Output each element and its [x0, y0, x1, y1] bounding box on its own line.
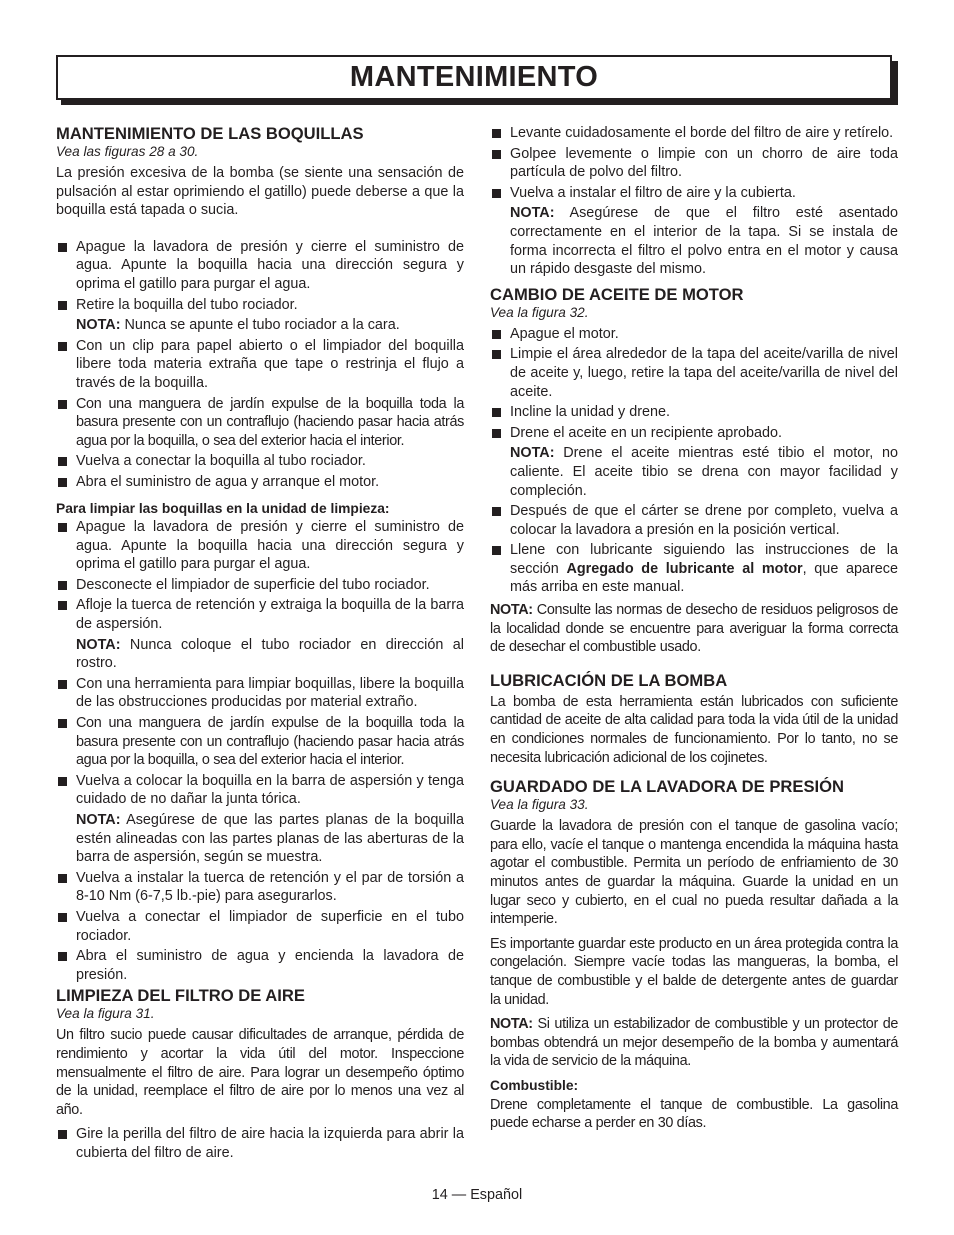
list-item-text: Vuelva a instalar el filtro de aire y la cubierta. — [510, 184, 796, 201]
note — [56, 811, 464, 867]
list-item — [56, 1125, 464, 1162]
note-label: NOTA: — [510, 205, 555, 222]
paragraph: Es importante guardar este producto en un área protegida contra la congelación. Siempre vacíe todas las mangueras, la bomba, el tanque de combustible y el balde de detergente antes de guardar la unidad. — [490, 935, 898, 1008]
list-item — [490, 145, 898, 182]
square-bullet-icon — [492, 350, 501, 359]
figure-reference: Vea la figura 31. — [56, 1006, 155, 1022]
section-heading-air-filter: LIMPIEZA DEL FILTRO DE AIRE — [56, 986, 305, 1006]
list-item-text: Abra el suministro de agua y encienda la lavadora de presión. — [76, 948, 464, 983]
spacer — [56, 226, 464, 238]
list-item — [490, 184, 898, 203]
paragraph: Un filtro sucio puede causar dificultades de arranque, pérdida de rendimiento y acortar la vida útil del motor. Inspeccione mensualmente el filtro de aire. Para lograr un desempeño óptimo de la unidad, reemplace el filtro de aire por lo menos una vez al año. — [56, 1027, 464, 1118]
note-text: Drene el aceite mientras esté tibio el motor, no caliente. El aceite tibio se drena con mayor facilidad y compleción. — [510, 445, 898, 499]
square-bullet-icon — [58, 874, 67, 883]
square-bullet-icon — [58, 913, 67, 922]
list-item-text: Con una herramienta para limpiar boquillas, libere la boquilla de las obstrucciones producidas por material extraño. — [76, 675, 464, 711]
note-label: NOTA: — [510, 445, 555, 462]
list-item — [56, 452, 464, 471]
bullet-list — [56, 1125, 464, 1162]
note-text: Nunca coloque el tubo rociador en dirección al rostro. — [76, 636, 464, 672]
square-bullet-icon — [58, 400, 67, 409]
list-item — [56, 947, 464, 984]
figure-reference: Vea las figuras 28 a 30. — [56, 144, 199, 159]
page-footer: 14 — Español — [431, 1187, 523, 1203]
square-bullet-icon — [58, 457, 67, 466]
list-item-text: Llene con lubricante siguiendo las instrucciones de la sección — [510, 542, 898, 577]
list-item-text: Afloje la tuerca de retención y extraiga la boquilla de la barra de aspersión. — [76, 597, 464, 633]
subheading: Para limpiar las boquillas en la unidad de limpieza: — [56, 500, 390, 516]
list-item — [56, 596, 464, 633]
note-text: Asegúrese de que el filtro esté asentado correctamente en el interior de la tapa. Si se instala de forma incorrecta el filtro el polvo entra en el motor y causa un rápido desgaste del mismo. — [510, 205, 898, 278]
note-text: Nunca se apunte el tubo rociador a la cara. — [120, 317, 400, 334]
bullet-list — [490, 325, 898, 443]
square-bullet-icon — [58, 478, 67, 487]
list-item — [490, 124, 898, 143]
list-item — [490, 403, 898, 422]
section-heading-storage: GUARDADO DE LA LAVADORA DE PRESIÓN — [490, 777, 845, 797]
section-heading-oil-change: CAMBIO DE ACEITE DE MOTOR — [490, 284, 744, 304]
list-item-text: Golpee levemente o limpie con un chorro de aire toda partícula de polvo del filtro. — [510, 145, 898, 181]
list-item-text: Limpie el área alrededor de la tapa del aceite/varilla de nivel de aceite y, luego, retire la tapa del aceite/varilla de nivel del aceite. — [510, 346, 898, 400]
list-item — [56, 296, 464, 315]
square-bullet-icon — [58, 777, 67, 786]
spacer — [490, 663, 898, 671]
cross-reference: Agregado de lubricante al motor — [566, 560, 803, 577]
list-item-text: Apague la lavadora de presión y cierre el suministro de agua. Apunte la boquilla hacia una dirección segura y oprima el gatillo para purgar el agua. — [76, 519, 464, 573]
square-bullet-icon — [58, 1130, 67, 1139]
bullet-list — [490, 502, 898, 597]
list-item — [56, 869, 464, 906]
figure-reference: Vea la figura 32. — [490, 304, 589, 320]
list-item — [56, 395, 464, 451]
note-text: Si utiliza un estabilizador de combustible y un protector de bombas obtendrá un mejor desempeño de la bomba y aumentará la vida de servicio de la máquina. — [490, 1016, 898, 1070]
square-bullet-icon — [58, 342, 67, 351]
list-item-text: Gire la perilla del filtro de aire hacia la izquierda para abrir la cubierta del filtro de aire. — [76, 1126, 464, 1161]
note — [490, 204, 898, 278]
list-item — [490, 325, 898, 344]
note — [490, 444, 898, 500]
note — [490, 601, 898, 657]
list-item-text: , que aparece más arriba en este manual. — [510, 560, 898, 596]
list-item-text: Retire la boquilla del tubo rociador. — [76, 296, 298, 313]
list-item-text: Con una manguera de jardín expulse de la boquilla toda la basura presente con un contraflujo (haciendo pasar hacia atrás agua por la boquilla, o sea del exterior hacia el interior. — [76, 715, 464, 769]
list-item — [490, 502, 898, 539]
list-item — [56, 772, 464, 809]
square-bullet-icon — [58, 243, 67, 252]
list-item-text: Vuelva a conectar el limpiador de superficie en el tubo rociador. — [76, 908, 464, 944]
list-item — [490, 424, 898, 443]
list-item — [490, 345, 898, 401]
list-item — [490, 541, 898, 597]
list-item-text: Con un clip para papel abierto o el limpiador del boquilla libere toda materia extraña que tape o restrinja el flujo a través de la boquilla. — [76, 337, 464, 391]
page-title-banner — [56, 55, 898, 105]
square-bullet-icon — [492, 507, 501, 516]
note — [56, 316, 464, 335]
left-column — [56, 124, 464, 1165]
note-text: Asegúrese de que las partes planas de la boquilla estén alineadas con las partes planas de las aberturas de la barra de aspersión, según se muestra. — [76, 812, 464, 866]
note-text: Consulte las normas de desecho de residuos peligrosos de la localidad donde se encuentre para averiguar la forma correcta de desechar el combustible usado. — [490, 602, 898, 656]
figure-reference: Vea la figura 33. — [490, 797, 589, 813]
bullet-list — [56, 869, 464, 985]
note-label: NOTA: — [490, 1016, 533, 1033]
list-item — [56, 518, 464, 574]
right-column — [490, 124, 898, 1139]
list-item-text: Apague la lavadora de presión y cierre el suministro de agua. Apunte la boquilla hacia una dirección segura y oprima el gatillo para purgar el agua. — [76, 238, 464, 292]
list-item-text: Vuelva a conectar la boquilla al tubo rociador. — [76, 453, 366, 470]
bullet-list — [56, 675, 464, 809]
square-bullet-icon — [58, 301, 67, 310]
square-bullet-icon — [492, 150, 501, 159]
list-item — [56, 576, 464, 595]
list-item — [56, 908, 464, 945]
list-item — [56, 337, 464, 393]
section-heading-nozzle-maintenance: MANTENIMIENTO DE LAS BOQUILLAS — [56, 124, 364, 143]
paragraph: Drene completamente el tanque de combustible. La gasolina puede echarse a perder en 30 días. — [490, 1096, 898, 1132]
square-bullet-icon — [492, 129, 501, 138]
list-item-text: Apague el motor. — [510, 325, 619, 342]
list-item — [56, 714, 464, 770]
bullet-list — [56, 238, 464, 314]
square-bullet-icon — [492, 408, 501, 417]
section-heading-pump-lubrication: LUBRICACIÓN DE LA BOMBA — [490, 670, 728, 690]
list-item-text: Incline la unidad y drene. — [510, 404, 671, 421]
list-item-text: Vuelva a colocar la boquilla en la barra de aspersión y tenga cuidado de no dañar la junta tórica. — [76, 772, 464, 808]
paragraph: Guarde la lavadora de presión con el tanque de gasolina vacío; para ello, vacíe el tanque o mantenga encendida la máquina hasta agotar el combustible. Permita un período de enfriamiento de 30 minutos antes de guardar la máquina. Guarde la unidad en un lugar seco y cubierto, en el cual no pueda resultar dañada a la intemperie. — [490, 818, 898, 928]
note-label: NOTA: — [76, 636, 121, 653]
note-label: NOTA: — [76, 812, 121, 828]
square-bullet-icon — [58, 952, 67, 961]
list-item-text: Drene el aceite en un recipiente aprobado. — [510, 424, 783, 441]
bullet-list — [490, 124, 898, 202]
note — [490, 1015, 898, 1071]
bullet-list — [56, 337, 464, 492]
square-bullet-icon — [58, 523, 67, 532]
list-item — [56, 675, 464, 712]
list-item-text: Levante cuidadosamente el borde del filtro de aire y retírelo. — [510, 125, 894, 141]
paragraph: La bomba de esta herramienta están lubricados con suficiente cantidad de aceite de alta calidad para toda la vida útil de la unidad en condiciones normales de funcionamiento. Por lo tanto, no se necesita lubricación adicional de los cojinetes. — [490, 693, 898, 766]
paragraph: La presión excesiva de la bomba (se siente una sensación de pulsación al estar oprimiendo el gatillo) puede deberse a que la boquilla está tapada o sucia. — [56, 165, 464, 219]
list-item — [56, 238, 464, 294]
square-bullet-icon — [58, 581, 67, 590]
list-item-text: Después de que el cárter se drene por completo, vuelva a colocar la lavadora a presión en la posición vertical. — [510, 503, 898, 538]
note — [56, 636, 464, 673]
square-bullet-icon — [58, 719, 67, 728]
list-item-text: Abra el suministro de agua y arranque el motor. — [76, 473, 380, 490]
note-label: NOTA: — [76, 317, 121, 334]
square-bullet-icon — [492, 429, 501, 438]
page-title: MANTENIMIENTO — [56, 55, 892, 100]
square-bullet-icon — [492, 546, 501, 555]
bullet-list — [56, 518, 464, 634]
subheading: Combustible: — [490, 1077, 579, 1093]
square-bullet-icon — [58, 680, 67, 689]
square-bullet-icon — [492, 330, 501, 339]
list-item-text: Con una manguera de jardín expulse de la boquilla toda la basura presente con un contraflujo (haciendo pasar hacia atrás agua por la boquilla, o sea del exterior hacia el interior. — [76, 395, 464, 449]
list-item-text: Vuelva a instalar la tuerca de retención y el par de torsión a 8-10 Nm (6-7,5 lb.-pie) para asegurarlos. — [76, 869, 464, 905]
note-label: NOTA: — [490, 602, 533, 619]
list-item-text: Desconecte el limpiador de superficie del tubo rociador. — [76, 576, 430, 593]
square-bullet-icon — [58, 601, 67, 610]
list-item — [56, 473, 464, 492]
square-bullet-icon — [492, 189, 501, 198]
